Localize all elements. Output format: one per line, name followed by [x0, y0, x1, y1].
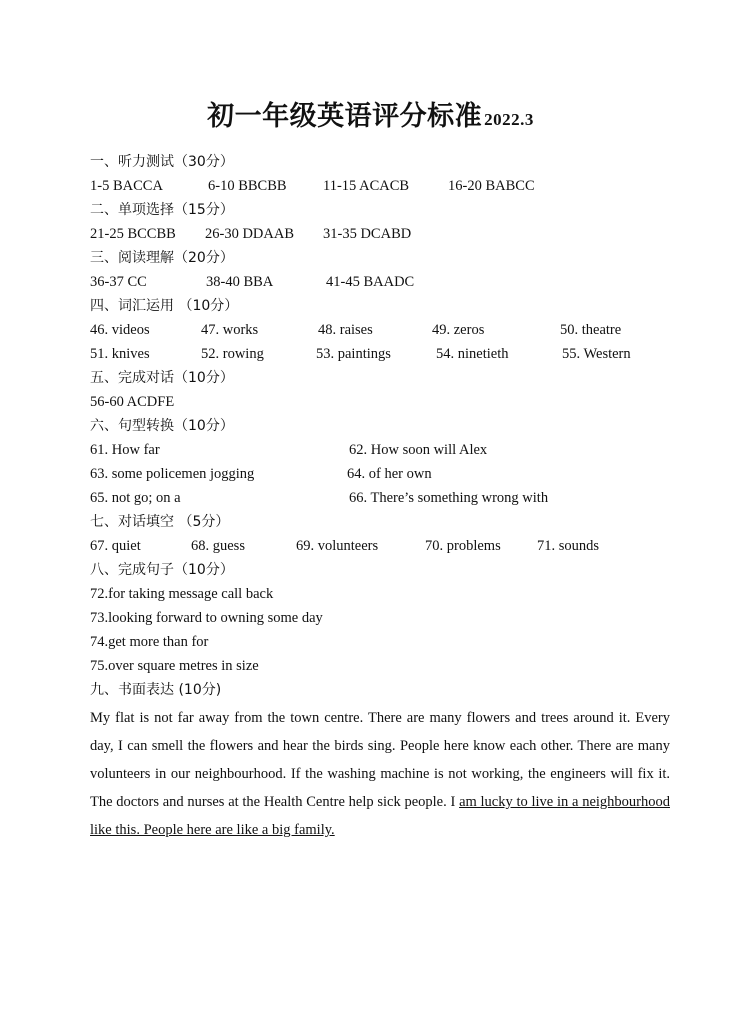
answer-cell: 68. guess	[191, 538, 245, 554]
answer-row	[90, 462, 670, 486]
answer-row	[90, 534, 670, 558]
section-heading-complete-sentences: 八、完成句子（10分）	[90, 562, 234, 578]
answer-row	[90, 222, 670, 246]
answer-cell: 16-20 BABCC	[448, 178, 535, 194]
answer-cell: 52. rowing	[201, 346, 264, 362]
section-heading-writing: 九、书面表达 (10分)	[90, 682, 222, 698]
title-date: 2022.3	[484, 110, 534, 129]
answer-cell: 26-30 DDAAB	[205, 226, 295, 242]
answer-row	[90, 654, 670, 678]
answer-cell: 41-45 BAADC	[326, 274, 415, 290]
essay-underlined-text: am lucky to live in a neighbourhood like this. People here are like a big family.	[90, 794, 670, 838]
section-heading-listening: 一、听力测试（30分）	[90, 154, 234, 170]
answer-cell: 74.get more than for	[90, 634, 209, 650]
answer-row	[90, 606, 670, 630]
answer-cell: 11-15 ACACB	[323, 178, 410, 194]
answer-row	[90, 438, 670, 462]
answer-cell: 36-37 CC	[90, 274, 147, 290]
section-heading-sentence-transform: 六、句型转换（10分）	[90, 418, 234, 434]
answer-cell: 71. sounds	[537, 538, 600, 554]
answer-cell: 56-60 ACDFE	[90, 394, 175, 410]
answer-cell: 67. quiet	[90, 538, 141, 554]
answer-sections	[90, 150, 670, 844]
answer-cell: 46. videos	[90, 322, 150, 338]
section-heading-dialogue: 五、完成对话（10分）	[90, 370, 234, 386]
answer-row	[90, 318, 670, 342]
answer-row	[90, 630, 670, 654]
answer-cell: 62. How soon will Alex	[349, 442, 488, 458]
answer-row	[90, 174, 670, 198]
answer-cell: 48. raises	[318, 322, 373, 338]
answer-row	[90, 582, 670, 606]
answer-row	[90, 486, 670, 510]
answer-cell: 61. How far	[90, 442, 160, 458]
answer-row	[90, 342, 670, 366]
answer-cell: 1-5 BACCA	[90, 178, 163, 194]
answer-cell: 64. of her own	[347, 466, 432, 482]
answer-cell: 53. paintings	[316, 346, 391, 362]
answer-cell: 66. There’s something wrong with	[349, 490, 549, 506]
answer-cell: 6-10 BBCBB	[208, 178, 287, 194]
answer-cell: 50. theatre	[560, 322, 622, 338]
answer-cell: 63. some policemen jogging	[90, 466, 255, 482]
answer-cell: 72.for taking message call back	[90, 586, 274, 602]
answer-cell: 70. problems	[425, 538, 501, 554]
answer-cell: 55. Western	[562, 346, 631, 362]
essay-text: My flat is not far away from the town centre. There are many flowers and trees around it. Every day, I can smell the flowers and hear the birds sing. People here know each other. There are many volunteers in our neighbourhood. If the washing machine is not working, the engineers will fix it. The doctors and nurses at the Health Centre help sick people. I	[90, 710, 670, 810]
section-heading-vocabulary: 四、词汇运用 （10分）	[90, 298, 239, 314]
page-title	[0, 94, 741, 133]
model-essay	[90, 704, 670, 844]
answer-cell: 38-40 BBA	[206, 274, 274, 290]
title-main: 初一年级英语评分标准	[207, 101, 483, 131]
answer-row	[90, 270, 670, 294]
answer-cell: 65. not go; on a	[90, 490, 181, 506]
answer-cell: 69. volunteers	[296, 538, 379, 554]
section-heading-reading: 三、阅读理解（20分）	[90, 250, 234, 266]
answer-cell: 47. works	[201, 322, 259, 338]
answer-cell: 51. knives	[90, 346, 150, 362]
answer-cell: 75.over square metres in size	[90, 658, 259, 674]
answer-cell: 21-25 BCCBB	[90, 226, 176, 242]
answer-cell: 31-35 DCABD	[323, 226, 412, 242]
answer-row	[90, 390, 670, 414]
section-heading-single-choice: 二、单项选择（15分）	[90, 202, 234, 218]
answer-cell: 49. zeros	[432, 322, 485, 338]
section-heading-fill-dialogue: 七、对话填空 （5分）	[90, 514, 230, 530]
answer-cell: 54. ninetieth	[436, 346, 509, 362]
answer-cell: 73.looking forward to owning some day	[90, 610, 323, 626]
